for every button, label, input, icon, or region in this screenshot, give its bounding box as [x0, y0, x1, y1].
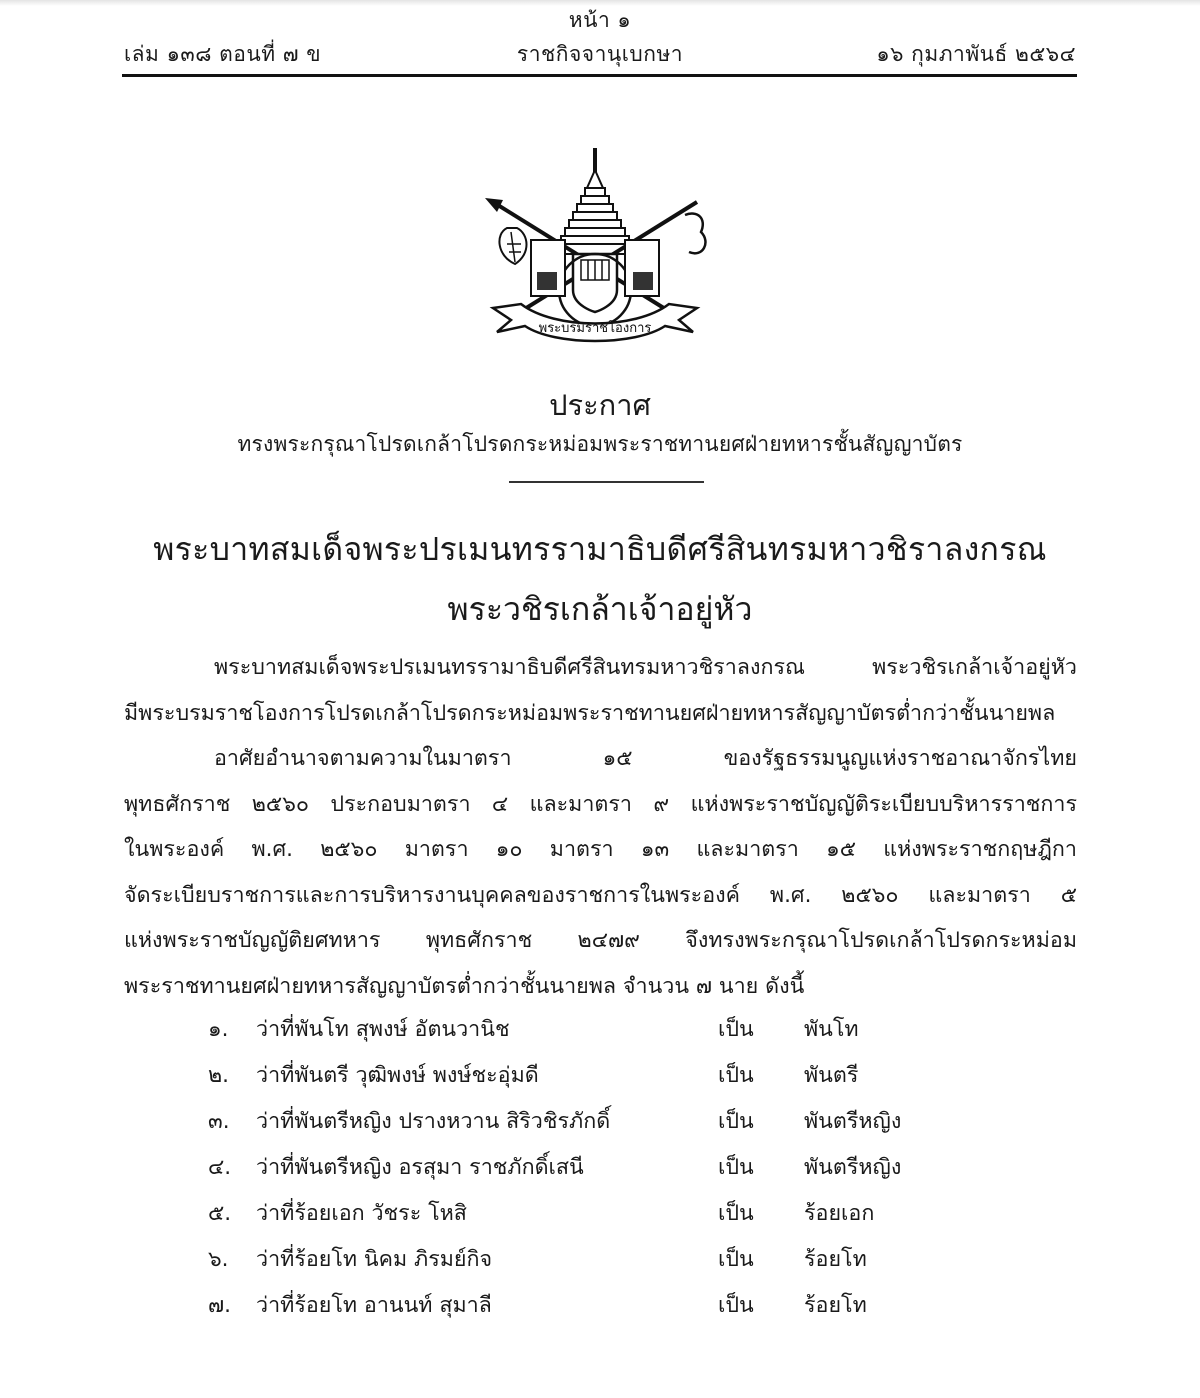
list-item — [208, 1104, 908, 1150]
list-item — [208, 1288, 908, 1334]
appointment-verb: เป็น — [718, 1155, 754, 1180]
new-rank: ร้อยโท — [804, 1293, 867, 1318]
item-number: ๖. — [208, 1247, 229, 1272]
announcement-title: ประกาศ — [549, 388, 651, 422]
item-number: ๗. — [208, 1293, 232, 1318]
appointment-verb: เป็น — [718, 1109, 754, 1134]
gazette-name: ราชกิจจานุเบกษา — [516, 42, 684, 66]
page-number: หน้า ๑ — [568, 8, 632, 32]
item-number: ๕. — [208, 1201, 232, 1226]
announcement-subtitle: ทรงพระกรุณาโปรดเกล้าโปรดกระหม่อมพระราชทานยศฝ่ายทหารชั้นสัญญาบัตร — [237, 432, 963, 456]
list-item — [208, 1058, 908, 1104]
appointment-verb: เป็น — [718, 1247, 754, 1272]
body-paragraph-1 — [124, 645, 1077, 736]
new-rank: พันตรีหญิง — [804, 1155, 902, 1180]
item-number: ๑. — [208, 1017, 229, 1042]
king-name-line-1: พระบาทสมเด็จพระปรเมนทรรามาธิบดีศรีสินทรมหาวชิราลงกรณ — [153, 530, 1047, 568]
appointee-name: ว่าที่พันตรีหญิง อรสุมา ราชภักดิ์เสนี — [256, 1155, 584, 1180]
appointee-name: ว่าที่ร้อยเอก วัชระ โหสิ — [256, 1201, 467, 1226]
new-rank: พันตรีหญิง — [804, 1109, 902, 1134]
king-name-line-2: พระวชิรเกล้าเจ้าอยู่หัว — [447, 590, 753, 628]
item-number: ๔. — [208, 1155, 232, 1180]
volume-issue: เล่ม ๑๓๘ ตอนที่ ๗ ข — [124, 42, 322, 66]
new-rank: พันตรี — [804, 1063, 859, 1088]
appointee-name: ว่าที่พันตรี วุฒิพงษ์ พงษ์ชะอุ่มดี — [256, 1063, 539, 1088]
paragraph-line: แห่งพระราชบัญญัติยศทหาร พุทธศักราช ๒๔๗๙ จึงทรงพระกรุณาโปรดเกล้าโปรดกระหม่อม — [124, 928, 1077, 953]
publication-date: ๑๖ กุมภาพันธ์ ๒๕๖๔ — [876, 42, 1076, 66]
title-divider — [509, 481, 704, 483]
item-number: ๒. — [208, 1063, 230, 1088]
royal-crest-icon — [475, 140, 715, 355]
paragraph-line: พระบาทสมเด็จพระปรเมนทรรามาธิบดีศรีสินทรมหาวชิราลงกรณ พระวชิรเกล้าเจ้าอยู่หัว — [214, 655, 1077, 680]
new-rank: พันโท — [804, 1017, 859, 1042]
item-number: ๓. — [208, 1109, 230, 1134]
appointee-name: ว่าที่พันตรีหญิง ปรางหวาน สิริวชิรภักดิ์ — [256, 1109, 611, 1134]
appointee-name: ว่าที่ร้อยโท อานนท์ สุมาลี — [256, 1293, 492, 1318]
appointment-verb: เป็น — [718, 1063, 754, 1088]
list-item — [208, 1242, 908, 1288]
paragraph-line: พุทธศักราช ๒๕๖๐ ประกอบมาตรา ๔ และมาตรา ๙ แห่งพระราชบัญญัติระเบียบบริหารราชการ — [124, 791, 1077, 817]
new-rank: ร้อยโท — [804, 1247, 867, 1272]
appointment-verb: เป็น — [718, 1017, 754, 1042]
appointee-name: ว่าที่ร้อยโท นิคม ภิรมย์กิจ — [256, 1247, 493, 1272]
list-item — [208, 1150, 908, 1196]
list-item — [208, 1012, 908, 1058]
header-divider — [122, 74, 1077, 77]
appointee-name: ว่าที่พันโท สุพงษ์ อัตนวานิช — [256, 1017, 510, 1042]
appointment-verb: เป็น — [718, 1201, 754, 1226]
paragraph-line: อาศัยอำนาจตามความในมาตรา ๑๕ ของรัฐธรรมนูญแห่งราชอาณาจักรไทย — [214, 746, 1077, 771]
paragraph-line: จัดระเบียบราชการและการบริหารงานบุคคลของราชการในพระองค์ พ.ศ. ๒๕๖๐ และมาตรา ๕ — [124, 882, 1077, 908]
appointment-list — [208, 1012, 908, 1334]
paragraph-line: พระราชทานยศฝ่ายทหารสัญญาบัตรต่ำกว่าชั้นนายพล จำนวน ๗ นาย ดังนี้ — [124, 973, 805, 999]
appointment-verb: เป็น — [718, 1293, 754, 1318]
crest-ribbon-text: พระบรมราชโองการ — [538, 321, 652, 336]
paragraph-line: ในพระองค์ พ.ศ. ๒๕๖๐ มาตรา ๑๐ มาตรา ๑๓ และมาตรา ๑๕ แห่งพระราชกฤษฎีกา — [124, 837, 1077, 862]
new-rank: ร้อยเอก — [804, 1201, 875, 1226]
list-item — [208, 1196, 908, 1242]
body-paragraph-2 — [124, 736, 1077, 1009]
paragraph-line: มีพระบรมราชโองการโปรดเกล้าโปรดกระหม่อมพระราชทานยศฝ่ายทหารสัญญาบัตรต่ำกว่าชั้นนายพล — [124, 700, 1056, 726]
